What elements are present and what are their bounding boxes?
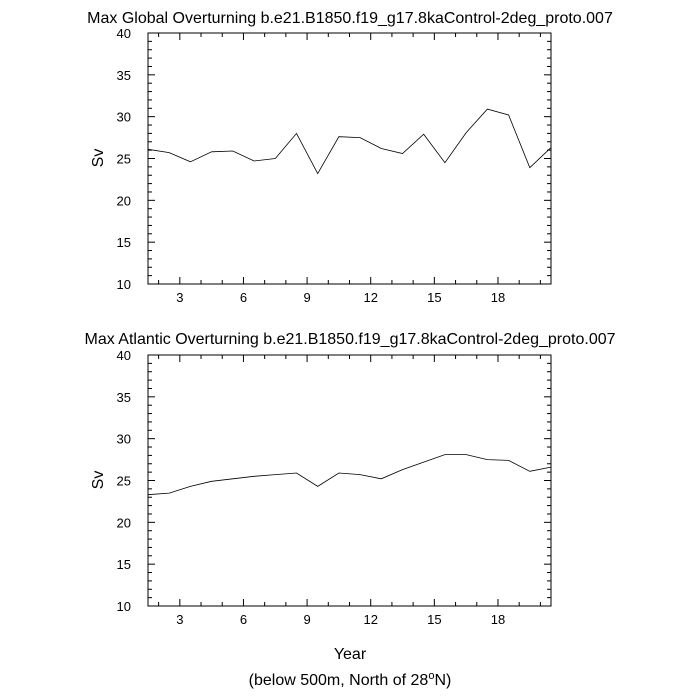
atlantic-y-tick-label: 15 <box>116 557 131 573</box>
atlantic-x-tick-label: 15 <box>427 612 442 627</box>
global-x-tick-label: 9 <box>303 290 311 305</box>
global-x-tick-label: 12 <box>363 290 378 305</box>
atlantic-chart-title: Max Atlantic Overturning b.e21.B1850.f19_g17.8kaControl-2deg_proto.007 <box>84 331 616 348</box>
global-y-tick-label: 40 <box>116 26 131 41</box>
atlantic-x-tick-label: 9 <box>303 612 311 627</box>
global-chart-title: Max Global Overturning b.e21.B1850.f19_g17.8kaControl-2deg_proto.007 <box>87 10 613 27</box>
global-y-tick-label: 10 <box>116 277 131 292</box>
footnote-suffix: N) <box>434 672 452 689</box>
global-y-axis-label: Sv <box>90 148 107 168</box>
global-y-tick-label: 30 <box>116 109 131 125</box>
atlantic-y-tick-label: 35 <box>116 389 131 405</box>
x-axis-label: Year <box>333 646 367 663</box>
atlantic-y-tick-label: 25 <box>116 473 131 489</box>
global-x-tick-label: 3 <box>176 290 184 305</box>
global-y-tick-label: 35 <box>116 67 131 83</box>
global-y-tick-label: 20 <box>116 193 131 209</box>
atlantic-y-tick-label: 20 <box>116 515 131 531</box>
footnote <box>249 670 452 689</box>
footnote-text: (below 500m, North of 28 <box>248 672 429 689</box>
global-x-tick-label: 6 <box>239 290 248 305</box>
atlantic-y-axis-label: Sv <box>90 470 107 490</box>
footnote-superscript: o <box>428 670 435 682</box>
atlantic-y-tick-label: 30 <box>116 431 131 447</box>
global-y-tick-label: 15 <box>116 235 131 251</box>
atlantic-x-tick-label: 6 <box>239 612 248 627</box>
atlantic-x-tick-label: 12 <box>363 612 378 627</box>
global-x-tick-label: 15 <box>427 290 442 305</box>
global-x-tick-label: 18 <box>490 290 506 305</box>
atlantic-y-tick-label: 10 <box>116 599 131 614</box>
global-y-tick-label: 25 <box>116 151 131 167</box>
atlantic-x-tick-label: 18 <box>490 612 506 627</box>
atlantic-x-tick-label: 3 <box>176 612 184 627</box>
atlantic-y-tick-label: 40 <box>116 348 131 363</box>
